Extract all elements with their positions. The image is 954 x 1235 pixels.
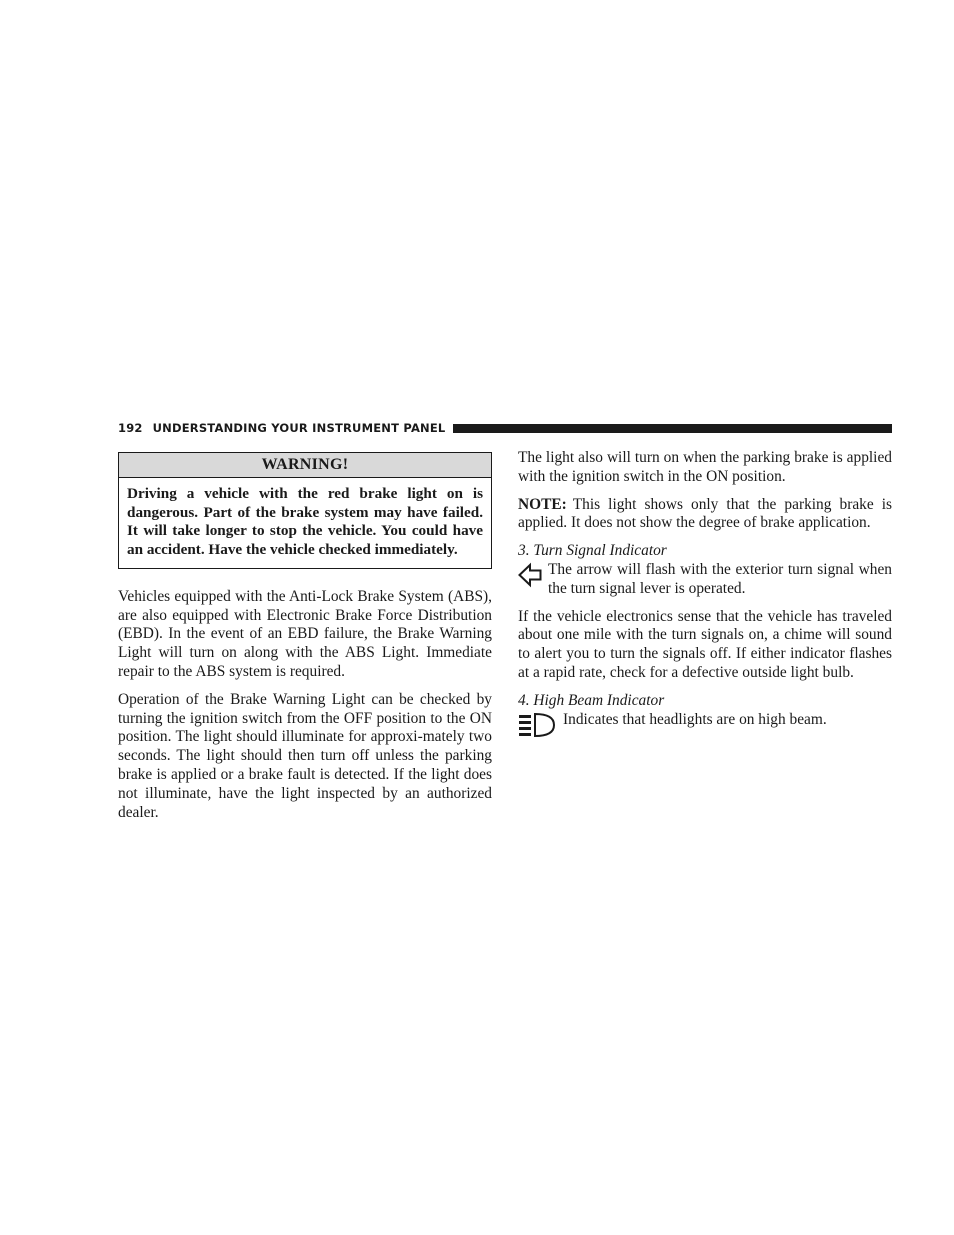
warning-box: [118, 452, 492, 569]
left-column: [118, 452, 492, 831]
note-paragraph: [518, 496, 892, 534]
warning-title: WARNING!: [119, 453, 491, 478]
section-title: UNDERSTANDING YOUR INSTRUMENT PANEL: [152, 421, 446, 435]
high-beam-heading: 4. High Beam Indicator: [518, 691, 665, 709]
turn-signal-text: The arrow will flash with the exterior turn signal when the turn signal lever is operated.: [548, 560, 892, 597]
high-beam-row: [518, 711, 892, 738]
abs-ebd-paragraph: Vehicles equipped with the Anti-Lock Brake System (ABS), are also equipped with Electronic Brake Force Distribution (EBD). In the event of an EBD failure, the Brake Warning Light will turn on along with the ABS Light. Immediate repair to the ABS system is required.: [118, 587, 492, 680]
turn-signal-heading: 3. Turn Signal Indicator: [518, 542, 667, 560]
high-beam-icon: [518, 712, 556, 738]
chime-paragraph: If the vehicle electronics sense that the vehicle has traveled about one mile with the turn signals on, a chime will sound to alert you to turn the signals off. If either indicator flashes at a rapid rate, check for a defective outside light bulb.: [518, 607, 892, 681]
page-number: 192: [118, 421, 143, 435]
warning-body: Driving a vehicle with the red brake light on is dangerous. Part of the brake system may have failed. It will take longer to stop the vehicle. You could have an accident. Have the vehicle checked immediately.: [127, 485, 483, 559]
parking-brake-paragraph: The light also will turn on when the parking brake is applied with the ignition switch in the ON position.: [518, 449, 892, 485]
turn-signal-arrow-icon: [518, 562, 542, 588]
header-rule: [453, 424, 892, 433]
note-text: This light shows only that the parking brake is applied. It does not show the degree of brake application.: [518, 495, 892, 532]
note-label: NOTE:: [518, 495, 567, 513]
right-column: [518, 449, 892, 747]
page-header: [118, 420, 892, 436]
brake-check-paragraph: Operation of the Brake Warning Light can be checked by turning the ignition switch from the OFF position to the ON position. The light should illuminate for approxi-mately two seconds. The light should then turn off unless the parking brake is applied or a brake fault is detected. If the light does not illuminate, have the light inspected by an authorized dealer.: [118, 690, 492, 821]
turn-signal-row: [518, 561, 892, 599]
high-beam-text: Indicates that headlights are on high beam.: [563, 710, 827, 728]
